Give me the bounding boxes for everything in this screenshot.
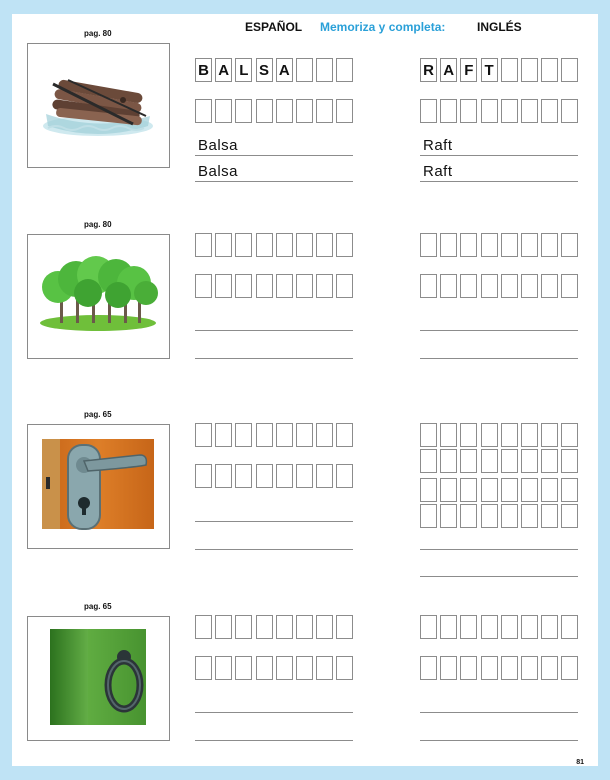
letter-box[interactable] xyxy=(276,233,293,257)
english-word: Raft xyxy=(423,163,453,180)
letter-box[interactable] xyxy=(296,99,313,123)
letter-box[interactable]: T xyxy=(481,58,498,82)
writing-line[interactable] xyxy=(420,181,578,182)
letter-box[interactable] xyxy=(316,99,333,123)
letter-box[interactable] xyxy=(501,656,518,680)
letter-box[interactable] xyxy=(215,615,232,639)
letter-box[interactable] xyxy=(521,274,538,298)
letter-box[interactable] xyxy=(336,274,353,298)
letter-box[interactable] xyxy=(235,656,252,680)
letter-box[interactable] xyxy=(195,615,212,639)
writing-line[interactable] xyxy=(420,549,578,550)
header-instruction: Memoriza y completa: xyxy=(320,20,446,34)
letter-box[interactable] xyxy=(541,99,558,123)
letter-box[interactable] xyxy=(521,504,538,528)
letter-box[interactable] xyxy=(521,423,538,447)
letter-box[interactable] xyxy=(561,504,578,528)
letter-box[interactable] xyxy=(501,615,518,639)
letter-box[interactable] xyxy=(256,99,273,123)
letter-box[interactable] xyxy=(276,656,293,680)
writing-line[interactable] xyxy=(195,358,353,359)
letter-box[interactable] xyxy=(235,615,252,639)
letter-box[interactable] xyxy=(481,615,498,639)
letter-box[interactable] xyxy=(420,656,437,680)
letter-box[interactable]: B xyxy=(195,58,212,82)
letter-box[interactable] xyxy=(336,423,353,447)
letter-box[interactable] xyxy=(215,233,232,257)
picture-card xyxy=(27,234,170,359)
letter-box[interactable] xyxy=(276,99,293,123)
letter-box[interactable] xyxy=(481,423,498,447)
spanish-empty-boxes[interactable] xyxy=(195,615,357,639)
letter-box[interactable]: A xyxy=(215,58,232,82)
letter-box[interactable] xyxy=(420,478,437,502)
writing-line[interactable] xyxy=(420,155,578,156)
letter-box[interactable] xyxy=(316,58,333,82)
picture-card xyxy=(27,616,170,741)
letter-box[interactable] xyxy=(215,656,232,680)
letter-box[interactable] xyxy=(215,464,232,488)
letter-box[interactable] xyxy=(296,423,313,447)
spanish-word: Balsa xyxy=(198,137,239,154)
letter-box[interactable] xyxy=(561,99,578,123)
letter-box[interactable] xyxy=(316,423,333,447)
letter-box[interactable] xyxy=(561,423,578,447)
letter-box[interactable] xyxy=(541,449,558,473)
letter-box[interactable] xyxy=(235,99,252,123)
english-empty-boxes[interactable] xyxy=(420,615,582,639)
english-word: Raft xyxy=(423,137,453,154)
letter-box[interactable] xyxy=(420,274,437,298)
writing-line[interactable] xyxy=(195,181,353,182)
letter-box[interactable] xyxy=(501,99,518,123)
section-door-handle xyxy=(12,411,598,571)
raft-icon xyxy=(28,44,168,166)
letter-box[interactable] xyxy=(256,656,273,680)
letter-box[interactable] xyxy=(195,274,212,298)
letter-box[interactable] xyxy=(256,233,273,257)
letter-box[interactable] xyxy=(521,449,538,473)
door-handle-icon xyxy=(28,425,168,547)
letter-box[interactable] xyxy=(420,233,437,257)
letter-box[interactable] xyxy=(460,504,477,528)
spanish-empty-boxes[interactable] xyxy=(195,274,357,298)
letter-box[interactable] xyxy=(256,274,273,298)
letter-box[interactable] xyxy=(440,504,457,528)
letter-box[interactable] xyxy=(561,233,578,257)
english-empty-boxes[interactable] xyxy=(420,478,582,502)
letter-box[interactable] xyxy=(296,615,313,639)
letter-box[interactable] xyxy=(460,449,477,473)
letter-box[interactable] xyxy=(541,615,558,639)
letter-box[interactable] xyxy=(336,233,353,257)
letter-box[interactable] xyxy=(521,99,538,123)
picture-card xyxy=(27,43,170,168)
letter-box[interactable] xyxy=(440,449,457,473)
writing-line[interactable] xyxy=(420,330,578,331)
section-door-knocker xyxy=(12,603,598,763)
letter-box[interactable] xyxy=(481,233,498,257)
letter-box[interactable] xyxy=(521,478,538,502)
english-empty-boxes[interactable] xyxy=(420,504,582,528)
letter-box[interactable] xyxy=(481,99,498,123)
letter-box[interactable] xyxy=(256,423,273,447)
letter-box[interactable] xyxy=(481,656,498,680)
letter-box[interactable] xyxy=(501,423,518,447)
letter-box[interactable]: F xyxy=(460,58,477,82)
letter-box[interactable] xyxy=(195,99,212,123)
page-ref: pag. 80 xyxy=(84,220,112,229)
letter-box[interactable] xyxy=(501,233,518,257)
letter-box[interactable] xyxy=(561,478,578,502)
letter-box[interactable] xyxy=(521,656,538,680)
letter-box[interactable] xyxy=(296,656,313,680)
letter-box[interactable] xyxy=(440,423,457,447)
letter-box[interactable]: R xyxy=(420,58,437,82)
page-ref: pag. 80 xyxy=(84,29,112,38)
letter-box[interactable] xyxy=(541,656,558,680)
writing-line[interactable] xyxy=(420,712,578,713)
writing-line[interactable] xyxy=(420,740,578,741)
letter-box[interactable] xyxy=(316,233,333,257)
writing-line[interactable] xyxy=(195,521,353,522)
letter-box[interactable]: A xyxy=(440,58,457,82)
letter-box[interactable] xyxy=(336,615,353,639)
letter-box[interactable]: A xyxy=(276,58,293,82)
letter-box[interactable] xyxy=(440,274,457,298)
letter-box[interactable] xyxy=(460,615,477,639)
letter-box[interactable] xyxy=(440,478,457,502)
letter-box[interactable] xyxy=(521,58,538,82)
letter-box[interactable] xyxy=(541,274,558,298)
english-empty-boxes[interactable] xyxy=(420,233,582,257)
writing-line[interactable] xyxy=(195,549,353,550)
page-number: 81 xyxy=(576,759,584,766)
letter-box[interactable] xyxy=(316,615,333,639)
letter-box[interactable] xyxy=(276,615,293,639)
spanish-word: Balsa xyxy=(198,163,239,180)
letter-box[interactable] xyxy=(460,656,477,680)
letter-box[interactable] xyxy=(420,423,437,447)
letter-box[interactable] xyxy=(336,99,353,123)
letter-box[interactable] xyxy=(440,99,457,123)
letter-box[interactable] xyxy=(561,58,578,82)
letter-box[interactable] xyxy=(296,233,313,257)
english-empty-boxes[interactable] xyxy=(420,449,582,473)
english-empty-boxes[interactable] xyxy=(420,99,582,123)
letter-box[interactable] xyxy=(561,449,578,473)
writing-line[interactable] xyxy=(195,155,353,156)
letter-box[interactable] xyxy=(195,656,212,680)
letter-box[interactable] xyxy=(195,233,212,257)
letter-box[interactable] xyxy=(561,615,578,639)
letter-box[interactable] xyxy=(316,464,333,488)
letter-box[interactable] xyxy=(316,274,333,298)
letter-box[interactable] xyxy=(541,423,558,447)
section-raft xyxy=(12,30,598,190)
grove-icon xyxy=(28,235,168,357)
spanish-empty-boxes[interactable] xyxy=(195,464,357,488)
letter-box[interactable] xyxy=(501,504,518,528)
letter-box[interactable] xyxy=(481,504,498,528)
header-spanish: ESPAÑOL xyxy=(245,20,303,34)
letter-box[interactable] xyxy=(336,464,353,488)
letter-box[interactable] xyxy=(336,656,353,680)
letter-box[interactable] xyxy=(316,656,333,680)
letter-box[interactable] xyxy=(501,58,518,82)
writing-line[interactable] xyxy=(195,330,353,331)
letter-box[interactable] xyxy=(521,615,538,639)
letter-box[interactable] xyxy=(460,274,477,298)
letter-box[interactable] xyxy=(195,423,212,447)
letter-box[interactable] xyxy=(501,478,518,502)
letter-box[interactable] xyxy=(296,464,313,488)
letter-box[interactable] xyxy=(296,58,313,82)
header-english: INGLÉS xyxy=(477,20,522,34)
letter-box[interactable] xyxy=(235,464,252,488)
letter-box[interactable] xyxy=(481,478,498,502)
letter-box[interactable] xyxy=(481,449,498,473)
letter-box[interactable] xyxy=(256,464,273,488)
letter-box[interactable] xyxy=(440,656,457,680)
page-ref: pag. 65 xyxy=(84,410,112,419)
english-empty-boxes[interactable] xyxy=(420,423,582,447)
letter-box[interactable] xyxy=(195,464,212,488)
letter-box[interactable] xyxy=(541,504,558,528)
letter-box[interactable] xyxy=(296,274,313,298)
english-empty-boxes[interactable] xyxy=(420,656,582,680)
spanish-empty-boxes[interactable] xyxy=(195,99,357,123)
spanish-letter-boxes[interactable] xyxy=(195,58,357,82)
spanish-empty-boxes[interactable] xyxy=(195,233,357,257)
spanish-empty-boxes[interactable] xyxy=(195,423,357,447)
letter-box[interactable] xyxy=(541,233,558,257)
letter-box[interactable] xyxy=(420,99,437,123)
letter-box[interactable] xyxy=(460,99,477,123)
letter-box[interactable] xyxy=(276,274,293,298)
letter-box[interactable] xyxy=(460,478,477,502)
letter-box[interactable] xyxy=(215,423,232,447)
page-ref: pag. 65 xyxy=(84,602,112,611)
writing-line[interactable] xyxy=(195,740,353,741)
section-grove xyxy=(12,221,598,381)
letter-box[interactable] xyxy=(481,274,498,298)
picture-card xyxy=(27,424,170,549)
letter-box[interactable]: S xyxy=(256,58,273,82)
letter-box[interactable] xyxy=(235,233,252,257)
letter-box[interactable] xyxy=(420,504,437,528)
letter-box[interactable] xyxy=(561,274,578,298)
letter-box[interactable] xyxy=(561,656,578,680)
letter-box[interactable] xyxy=(276,464,293,488)
letter-box[interactable] xyxy=(276,423,293,447)
letter-box[interactable] xyxy=(256,615,273,639)
letter-box[interactable] xyxy=(521,233,538,257)
english-empty-boxes[interactable] xyxy=(420,274,582,298)
writing-line[interactable] xyxy=(420,358,578,359)
letter-box[interactable] xyxy=(336,58,353,82)
letter-box[interactable] xyxy=(440,615,457,639)
letter-box[interactable] xyxy=(501,449,518,473)
letter-box[interactable] xyxy=(215,99,232,123)
writing-line[interactable] xyxy=(195,712,353,713)
letter-box[interactable] xyxy=(501,274,518,298)
english-letter-boxes[interactable] xyxy=(420,58,582,82)
letter-box[interactable] xyxy=(541,58,558,82)
letter-box[interactable] xyxy=(235,423,252,447)
door-knocker-icon xyxy=(28,617,168,739)
letter-box[interactable] xyxy=(460,423,477,447)
letter-box[interactable] xyxy=(235,274,252,298)
letter-box[interactable] xyxy=(420,449,437,473)
letter-box[interactable] xyxy=(460,233,477,257)
letter-box[interactable] xyxy=(215,274,232,298)
spanish-empty-boxes[interactable] xyxy=(195,656,357,680)
worksheet-page xyxy=(12,14,598,766)
letter-box[interactable] xyxy=(440,233,457,257)
writing-line[interactable] xyxy=(420,576,578,577)
letter-box[interactable]: L xyxy=(235,58,252,82)
letter-box[interactable] xyxy=(541,478,558,502)
letter-box[interactable] xyxy=(420,615,437,639)
